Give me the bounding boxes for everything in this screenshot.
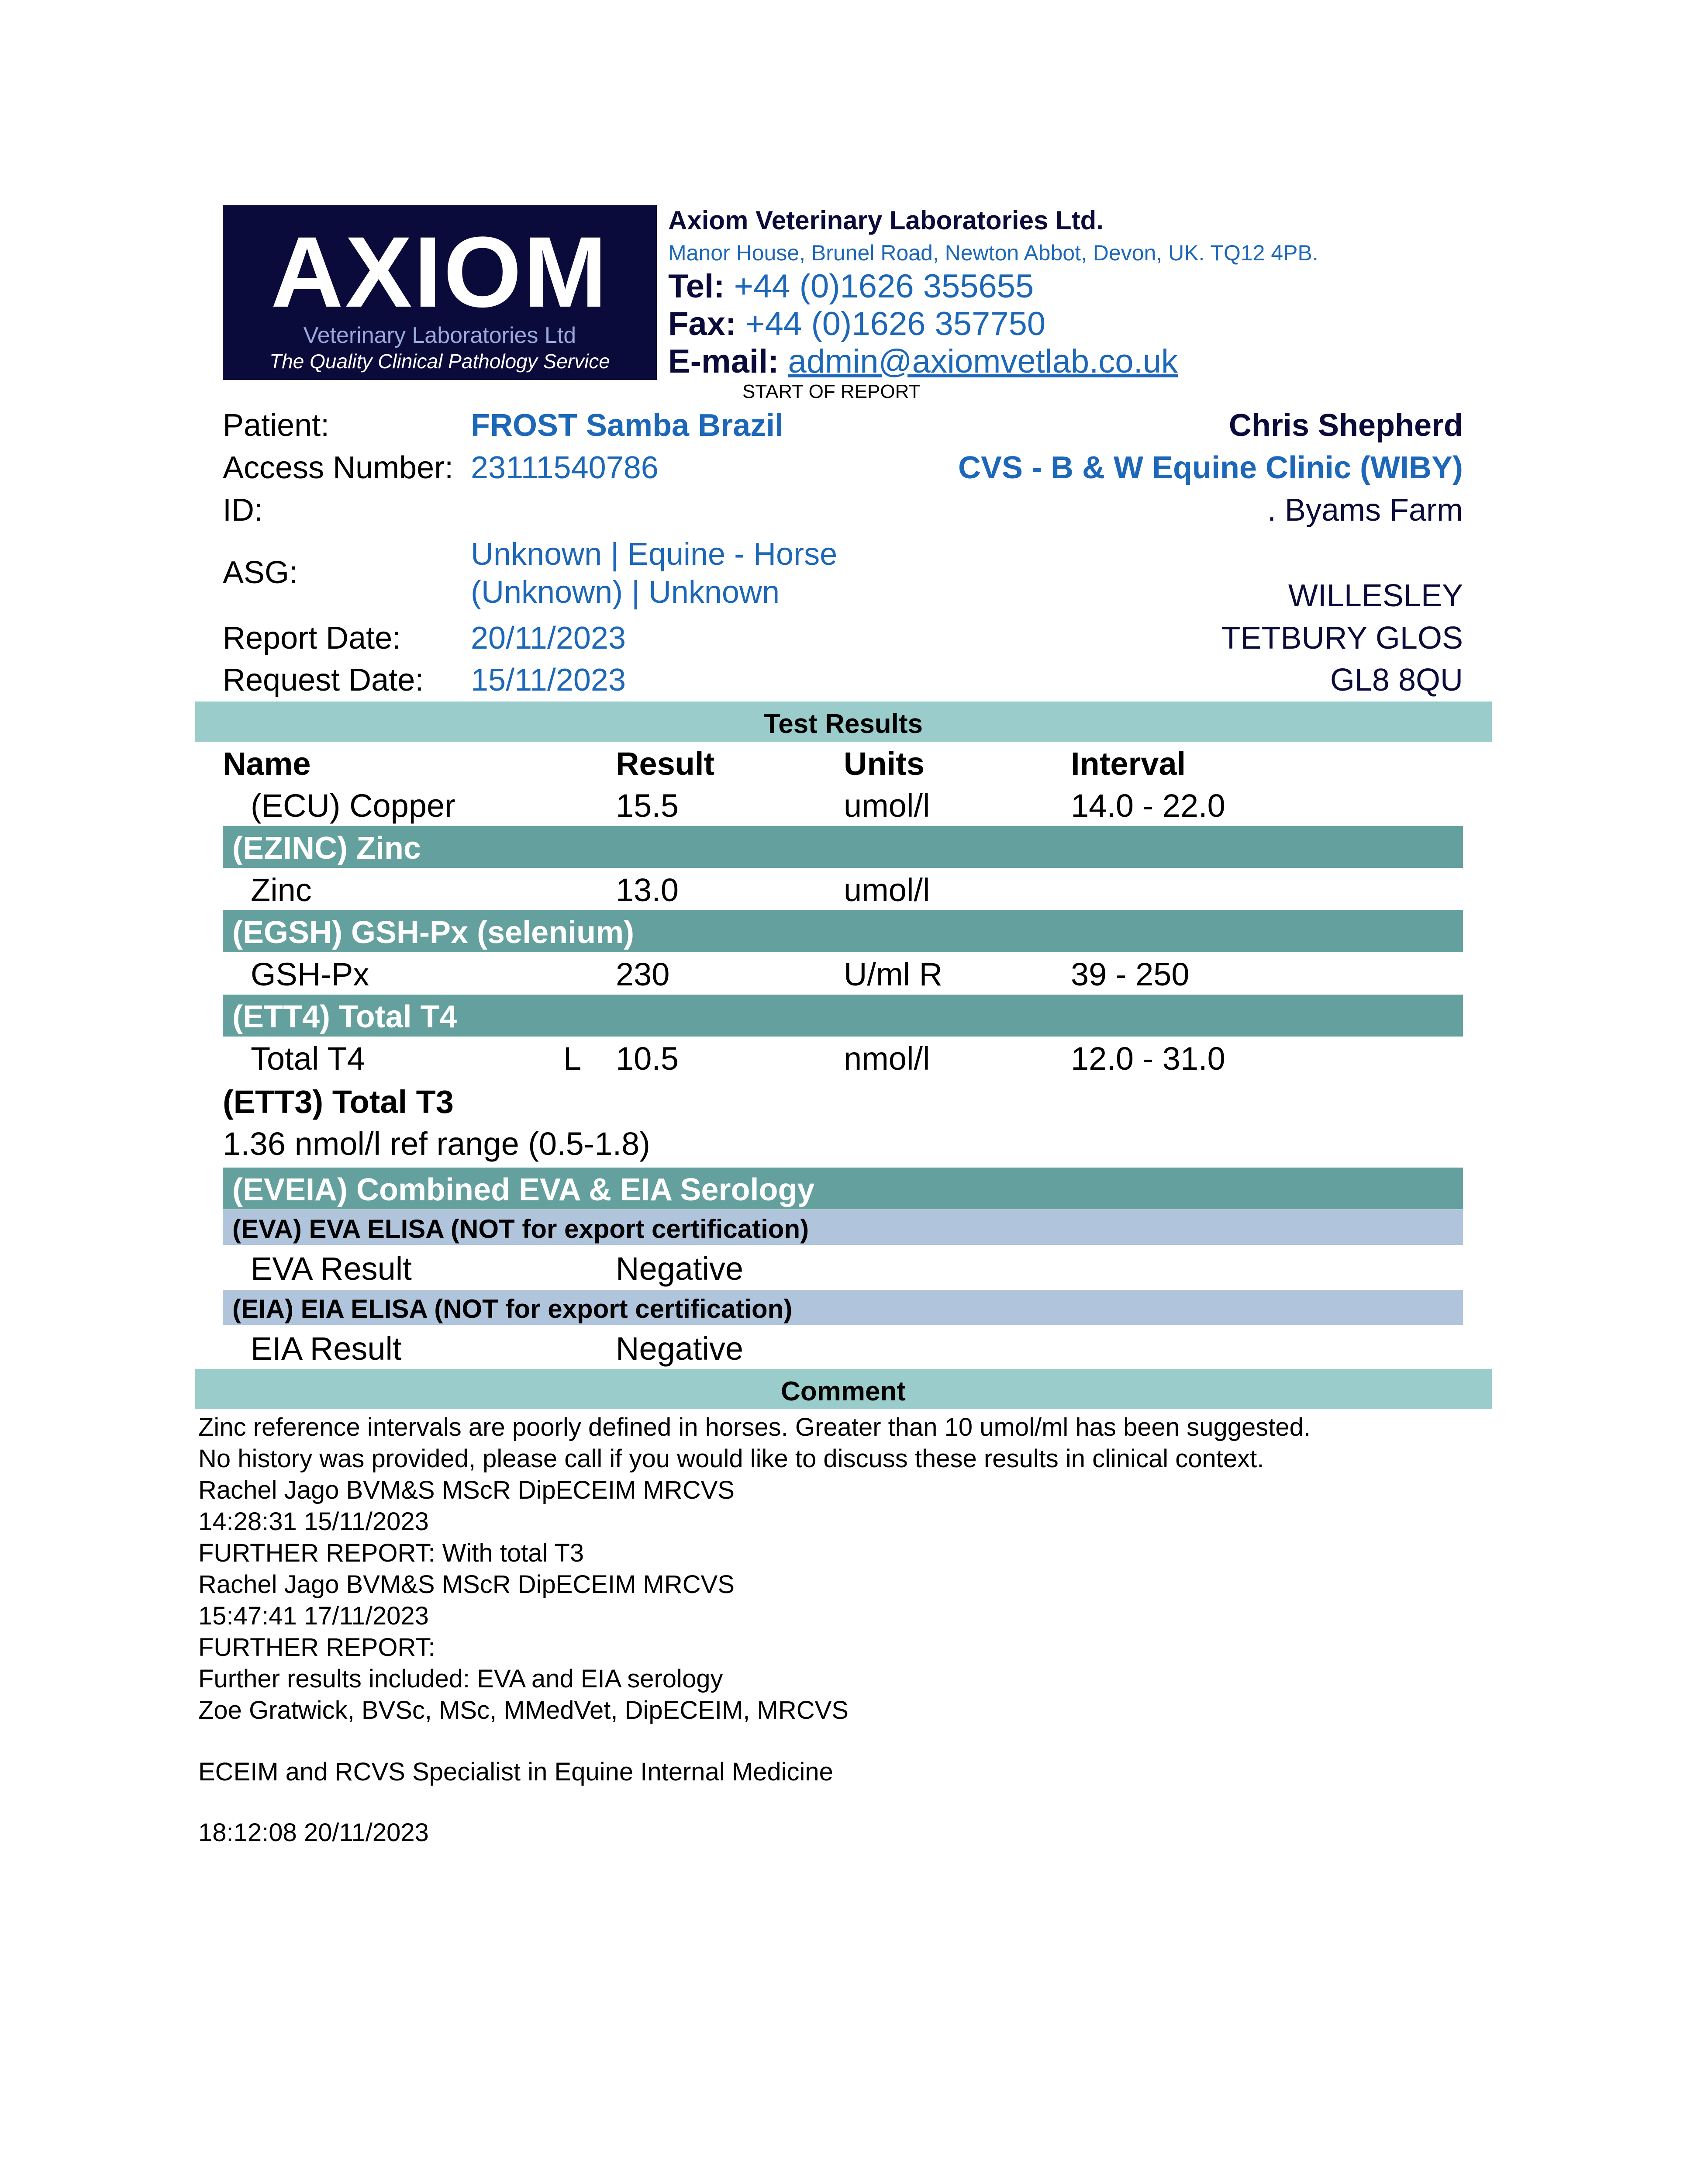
t4-name: Total T4 xyxy=(251,1040,365,1077)
comment-line: ECEIM and RCVS Specialist in Equine Internal Medicine xyxy=(198,1758,833,1786)
patient-label: Patient: xyxy=(223,408,330,443)
col-header-interval: Interval xyxy=(1071,746,1186,782)
col-header-units: Units xyxy=(844,746,925,782)
client-address-1: . Byams Farm xyxy=(1267,493,1463,528)
lab-name: Axiom Veterinary Laboratories Ltd. xyxy=(668,206,1104,235)
comment-line: Rachel Jago BVM&S MScR DipECEIM MRCVS xyxy=(198,1570,735,1599)
logo-tagline: The Quality Clinical Pathology Service xyxy=(269,350,610,373)
group-header-t4 xyxy=(223,995,1463,1037)
eva-result: Negative xyxy=(616,1251,744,1287)
zinc-units: umol/l xyxy=(844,872,930,908)
access-label: Access Number: xyxy=(223,450,454,485)
fax-label: Fax: xyxy=(668,305,737,342)
report-date-label: Report Date: xyxy=(223,621,401,656)
zinc-name: Zinc xyxy=(251,872,312,908)
asg-label: ASG: xyxy=(223,555,298,590)
comment-line: Zoe Gratwick, BVSc, MSc, MMedVet, DipECEIM, MRCVS xyxy=(198,1696,849,1724)
lab-tel xyxy=(668,267,1034,305)
tel-label: Tel: xyxy=(668,268,725,305)
gsh-name: GSH-Px xyxy=(251,956,369,992)
group-header-eveia xyxy=(223,1168,1463,1209)
asg-line2: (Unknown) | Unknown xyxy=(471,575,780,610)
comment-line: FURTHER REPORT: xyxy=(198,1633,435,1662)
lab-address: Manor House, Brunel Road, Newton Abbot, Devon, UK. TQ12 4PB. xyxy=(668,241,1318,265)
col-header-name: Name xyxy=(223,746,311,782)
comment-line: 18:12:08 20/11/2023 xyxy=(198,1818,429,1847)
comment-line: No history was provided, please call if you would like to discuss these results in clinical context. xyxy=(198,1444,1264,1473)
comment-line: Further results included: EVA and EIA serology xyxy=(198,1665,723,1693)
copper-interval: 14.0 - 22.0 xyxy=(1071,788,1225,824)
group-title-gsh: (EGSH) GSH-Px (selenium) xyxy=(232,915,635,950)
client-address-3: TETBURY GLOS xyxy=(1221,621,1463,656)
copper-name: (ECU) Copper xyxy=(251,788,455,824)
eia-result: Negative xyxy=(616,1330,744,1367)
group-title-zinc: (EZINC) Zinc xyxy=(232,831,421,866)
comment-title: Comment xyxy=(781,1376,906,1406)
email-link[interactable]: admin@axiomvetlab.co.uk xyxy=(788,343,1178,380)
t4-result: 10.5 xyxy=(616,1040,679,1077)
comment-band xyxy=(195,1369,1492,1409)
patient-name: FROST Samba Brazil xyxy=(471,408,784,443)
gsh-units: U/ml R xyxy=(844,956,943,992)
test-results-title: Test Results xyxy=(763,709,923,739)
vet-name: Chris Shepherd xyxy=(1228,408,1463,443)
access-number: 23111540786 xyxy=(471,450,659,485)
subgroup-title-eia: (EIA) EIA ELISA (NOT for export certification) xyxy=(232,1294,793,1324)
request-date-label: Request Date: xyxy=(223,663,424,698)
start-of-report: START OF REPORT xyxy=(742,381,921,402)
gsh-interval: 39 - 250 xyxy=(1071,956,1190,992)
comment-line: 15:47:41 17/11/2023 xyxy=(198,1602,429,1630)
logo-wordmark: AXIOM xyxy=(271,216,609,328)
asg-line1: Unknown | Equine - Horse xyxy=(471,537,838,572)
comment-line: Rachel Jago BVM&S MScR DipECEIM MRCVS xyxy=(198,1476,735,1504)
col-header-result: Result xyxy=(616,746,715,782)
subgroup-header-eva xyxy=(223,1210,1463,1245)
lab-logo xyxy=(223,205,657,380)
gsh-result: 230 xyxy=(616,956,670,992)
comment-line: Zinc reference intervals are poorly defined in horses. Greater than 10 umol/ml has been suggested. xyxy=(198,1413,1311,1441)
zinc-result: 13.0 xyxy=(616,872,679,908)
eva-name: EVA Result xyxy=(251,1251,412,1287)
comment-line: 14:28:31 15/11/2023 xyxy=(198,1507,429,1536)
copper-units: umol/l xyxy=(844,788,930,824)
group-header-zinc xyxy=(223,826,1463,868)
report-date: 20/11/2023 xyxy=(471,621,626,656)
subgroup-title-eva: (EVA) EVA ELISA (NOT for export certification) xyxy=(232,1214,809,1244)
t4-units: nmol/l xyxy=(844,1040,930,1077)
client-postcode: GL8 8QU xyxy=(1330,663,1463,698)
test-results-band xyxy=(195,702,1492,742)
t4-interval: 12.0 - 31.0 xyxy=(1071,1040,1225,1077)
comment-line: FURTHER REPORT: With total T3 xyxy=(198,1539,584,1567)
request-date: 15/11/2023 xyxy=(471,663,626,698)
t4-flag: L xyxy=(563,1040,582,1077)
t3-title: (ETT3) Total T3 xyxy=(223,1084,454,1120)
lab-email xyxy=(668,342,1178,380)
email-label: E-mail: xyxy=(668,343,779,380)
group-title-eveia: (EVEIA) Combined EVA & EIA Serology xyxy=(232,1172,815,1207)
eia-name: EIA Result xyxy=(251,1330,402,1367)
client-address-2: WILLESLEY xyxy=(1288,578,1463,613)
logo-subtitle: Veterinary Laboratories Ltd xyxy=(303,323,576,348)
copper-result: 15.5 xyxy=(616,788,679,824)
id-label: ID: xyxy=(223,493,263,528)
clinic-name: CVS - B & W Equine Clinic (WIBY) xyxy=(958,450,1463,485)
subgroup-header-eia xyxy=(223,1290,1463,1325)
group-title-t4: (ETT4) Total T4 xyxy=(232,999,457,1034)
t3-text: 1.36 nmol/l ref range (0.5-1.8) xyxy=(223,1126,650,1162)
fax-number: +44 (0)1626 357750 xyxy=(745,305,1046,342)
group-header-gsh xyxy=(223,910,1463,952)
tel-number: +44 (0)1626 355655 xyxy=(734,268,1034,305)
lab-fax xyxy=(668,305,1045,343)
